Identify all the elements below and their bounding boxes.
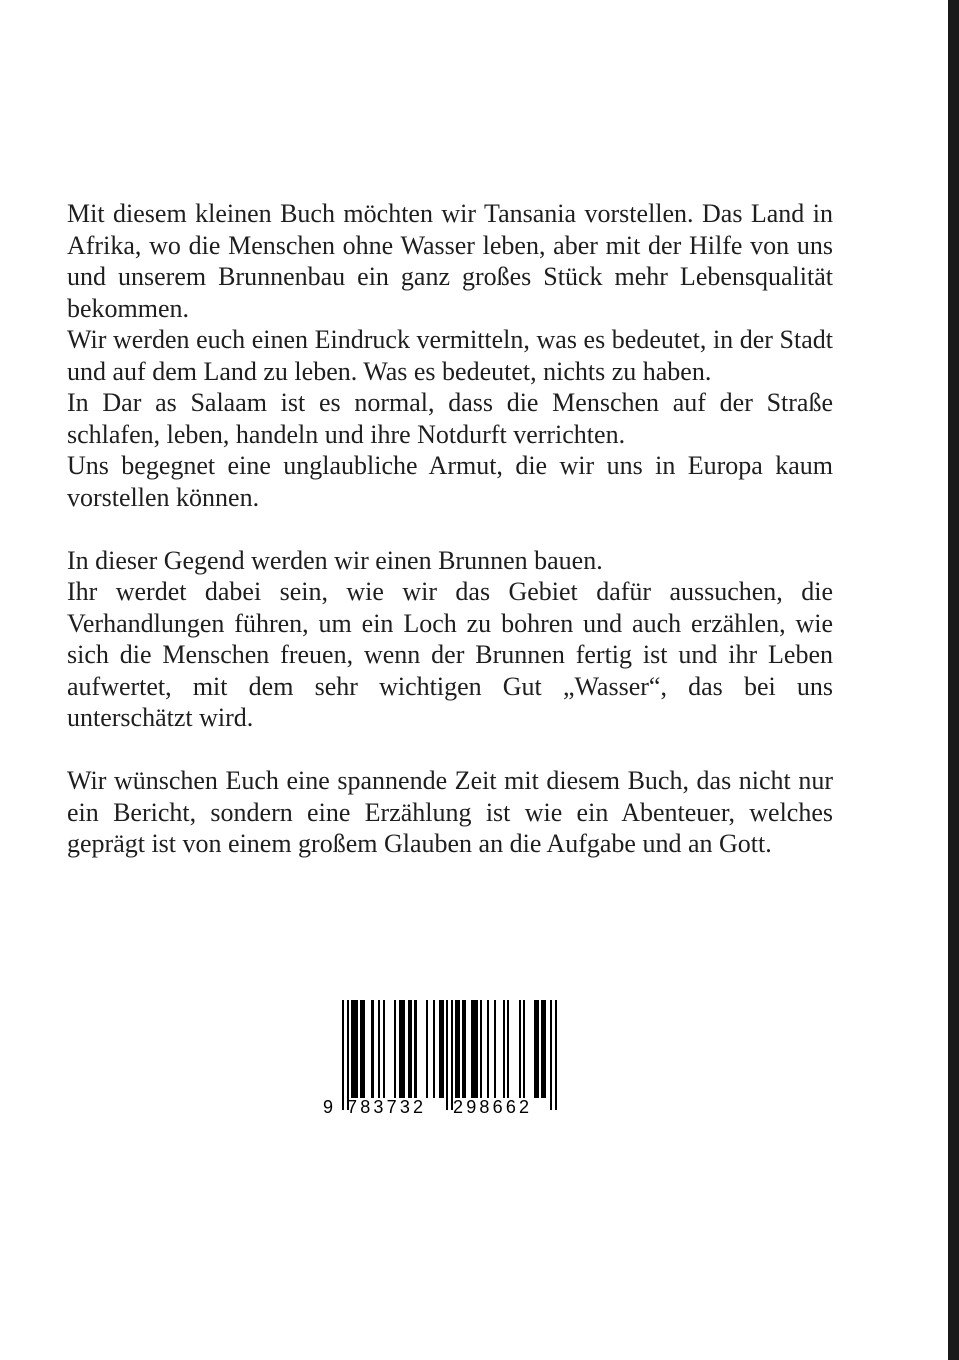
barcode-first-digit: 9 [323, 1097, 337, 1117]
barcode-bar [426, 1000, 428, 1098]
barcode-bars [342, 1000, 557, 1100]
blurb-paragraph-intro: Mit diesem kleinen Buch möchten wir Tansania vorstellen. Das Land in Afrika, wo die Menschen ohne Wasser leben, aber mit der Hilfe von uns und unserem Brunnenbau ein ganz großes Stück mehr Lebensqualität bekommen. [67, 199, 833, 323]
blurb-paragraph-poverty: Uns begegnet eine unglaubliche Armut, die wir uns in Europa kaum vorstellen können. [67, 451, 833, 512]
barcode-bar [519, 1000, 521, 1098]
barcode-bar [446, 1000, 448, 1110]
barcode-bar [455, 1000, 460, 1098]
barcode-bar [507, 1000, 509, 1098]
barcode-bar [550, 1000, 552, 1110]
isbn-barcode [323, 997, 559, 1121]
barcode-bar [378, 1000, 380, 1098]
barcode-bar [494, 1000, 496, 1098]
barcode-bar [347, 1000, 349, 1110]
barcode-bar [471, 1000, 478, 1098]
barcode-bar [394, 1000, 396, 1098]
barcode-bar [523, 1000, 525, 1098]
barcode-bar [371, 1000, 373, 1098]
blurb-paragraph-dar-es-salaam: In Dar as Salaam ist es normal, dass die Menschen auf der Straße schlafen, leben, handeln und ihre Notdurft verrichten. [67, 388, 833, 449]
barcode-bar [433, 1000, 435, 1098]
blurb-paragraph-impression: Wir werden euch einen Eindruck vermitteln, was es bedeutet, in der Stadt und auf dem Land zu leben. Was es bedeutet, nichts zu haben. [67, 325, 833, 386]
barcode-bar [414, 1000, 416, 1098]
blurb-paragraph-well: In dieser Gegend werden wir einen Brunnen bauen. [67, 545, 603, 575]
barcode-bar [408, 1000, 413, 1098]
barcode-bar [555, 1000, 557, 1110]
blurb-paragraph-closing: Wir wünschen Euch eine spannende Zeit mit diesem Buch, das nicht nur ein Bericht, sondern eine Erzählung ist wie ein Abenteuer, welches geprägt ist von einem großem Glauben an die Aufgabe und an Gott. [67, 766, 833, 858]
barcode-bar [462, 1000, 467, 1098]
blurb-text [67, 198, 833, 860]
barcode-bar [439, 1000, 444, 1098]
barcode-bar [534, 1000, 539, 1098]
barcode-bar [541, 1000, 546, 1098]
barcode-bar [342, 1000, 344, 1110]
barcode-right-group: 298662 [453, 1097, 533, 1117]
barcode-bar [451, 1000, 453, 1110]
barcode-bar [480, 1000, 482, 1098]
barcode-left-group: 783732 [347, 1097, 427, 1117]
barcode-bar [351, 1000, 358, 1098]
barcode-bar [487, 1000, 489, 1098]
barcode-bar [360, 1000, 365, 1098]
barcode-bar [503, 1000, 505, 1098]
blurb-paragraph-process: Ihr werdet dabei sein, wie wir das Gebiet dafür aussuchen, die Verhandlungen führen, um ein Loch zu bohren und auch erzählen, wie sich die Menschen freuen, wenn der Brunnen fertig ist und ihr Leben aufwertet, mit dem sehr wichtigen Gut „Wasser“, das bei uns unterschätzt wird. [67, 577, 833, 732]
book-spine-edge [948, 0, 959, 1360]
barcode-bar [399, 1000, 406, 1098]
barcode-bar [383, 1000, 385, 1098]
